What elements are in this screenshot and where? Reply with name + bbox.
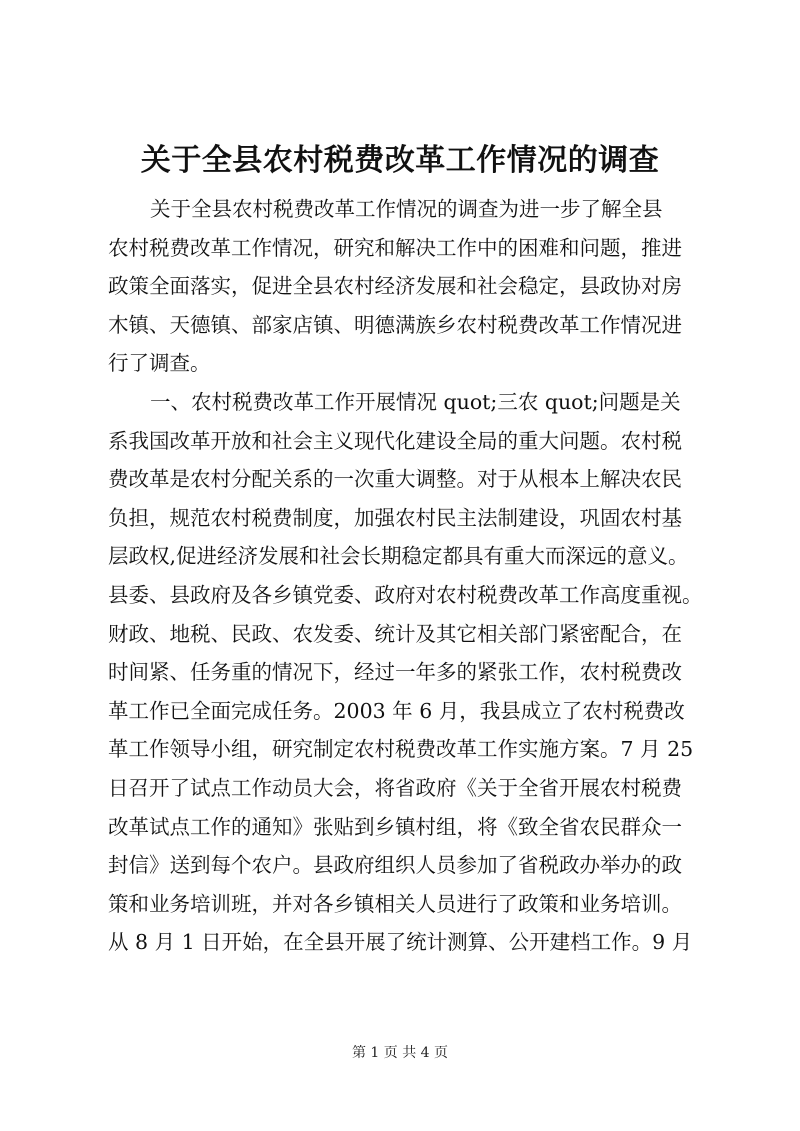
body-line: 改革试点工作的通知》张贴到乡镇村组，将《致全省农民群众一 <box>108 814 682 839</box>
body-line: 系我国改革开放和社会主义现代化建设全局的重大问题。农村税 <box>108 428 682 453</box>
body-line: 层政权,促进经济发展和社会长期稳定都具有重大而深远的意义。 <box>108 544 689 569</box>
body-line: 关于全县农村税费改革工作情况的调查为进一步了解全县 <box>150 197 663 221</box>
body-line: 负担，规范农村税费制度，加强农村民主法制建设，巩固农村基 <box>108 505 682 530</box>
body-line: 时间紧、任务重的情况下，经过一年多的紧张工作，农村税费改 <box>108 660 682 685</box>
body-line: 革工作领导小组，研究制定农村税费改革工作实施方案。7 月 25 <box>108 737 694 762</box>
body-line: 财政、地税、民政、农发委、统计及其它相关部门紧密配合，在 <box>108 621 682 646</box>
body-line: 农村税费改革工作情况，研究和解决工作中的困难和问题，推进 <box>108 235 682 260</box>
page-number-footer: 第 1 页 共 4 页 <box>351 1045 449 1061</box>
body-line: 革工作已全面完成任务。2003 年 6 月，我县成立了农村税费改 <box>108 698 685 723</box>
body-line: 政策全面落实，促进全县农村经济发展和社会稳定，县政协对房 <box>108 274 682 299</box>
document-body <box>108 190 708 962</box>
body-line: 日召开了试点工作动员大会，将省政府《关于全省开展农村税费 <box>108 775 682 800</box>
body-line: 木镇、天德镇、部家店镇、明德满族乡农村税费改革工作情况进 <box>108 312 682 337</box>
body-line: 行了调查。 <box>108 351 211 376</box>
document-title: 关于全县农村税费改革工作情况的调查 <box>140 143 660 178</box>
body-line: 费改革是农村分配关系的一次重大调整。对于从根本上解决农民 <box>108 467 682 492</box>
body-line: 一、农村税费改革工作开展情况 quot;三农 quot;问题是关 <box>150 389 681 414</box>
body-line: 策和业务培训班，并对各乡镇相关人员进行了政策和业务培训。 <box>108 891 682 916</box>
body-line: 县委、县政府及各乡镇党委、政府对农村税费改革工作高度重视。 <box>108 582 703 607</box>
body-line: 从 8 月 1 日开始，在全县开展了统计测算、公开建档工作。9 月 <box>108 930 693 955</box>
body-line: 封信》送到每个农户。县政府组织人员参加了省税政办举办的政 <box>108 853 682 878</box>
